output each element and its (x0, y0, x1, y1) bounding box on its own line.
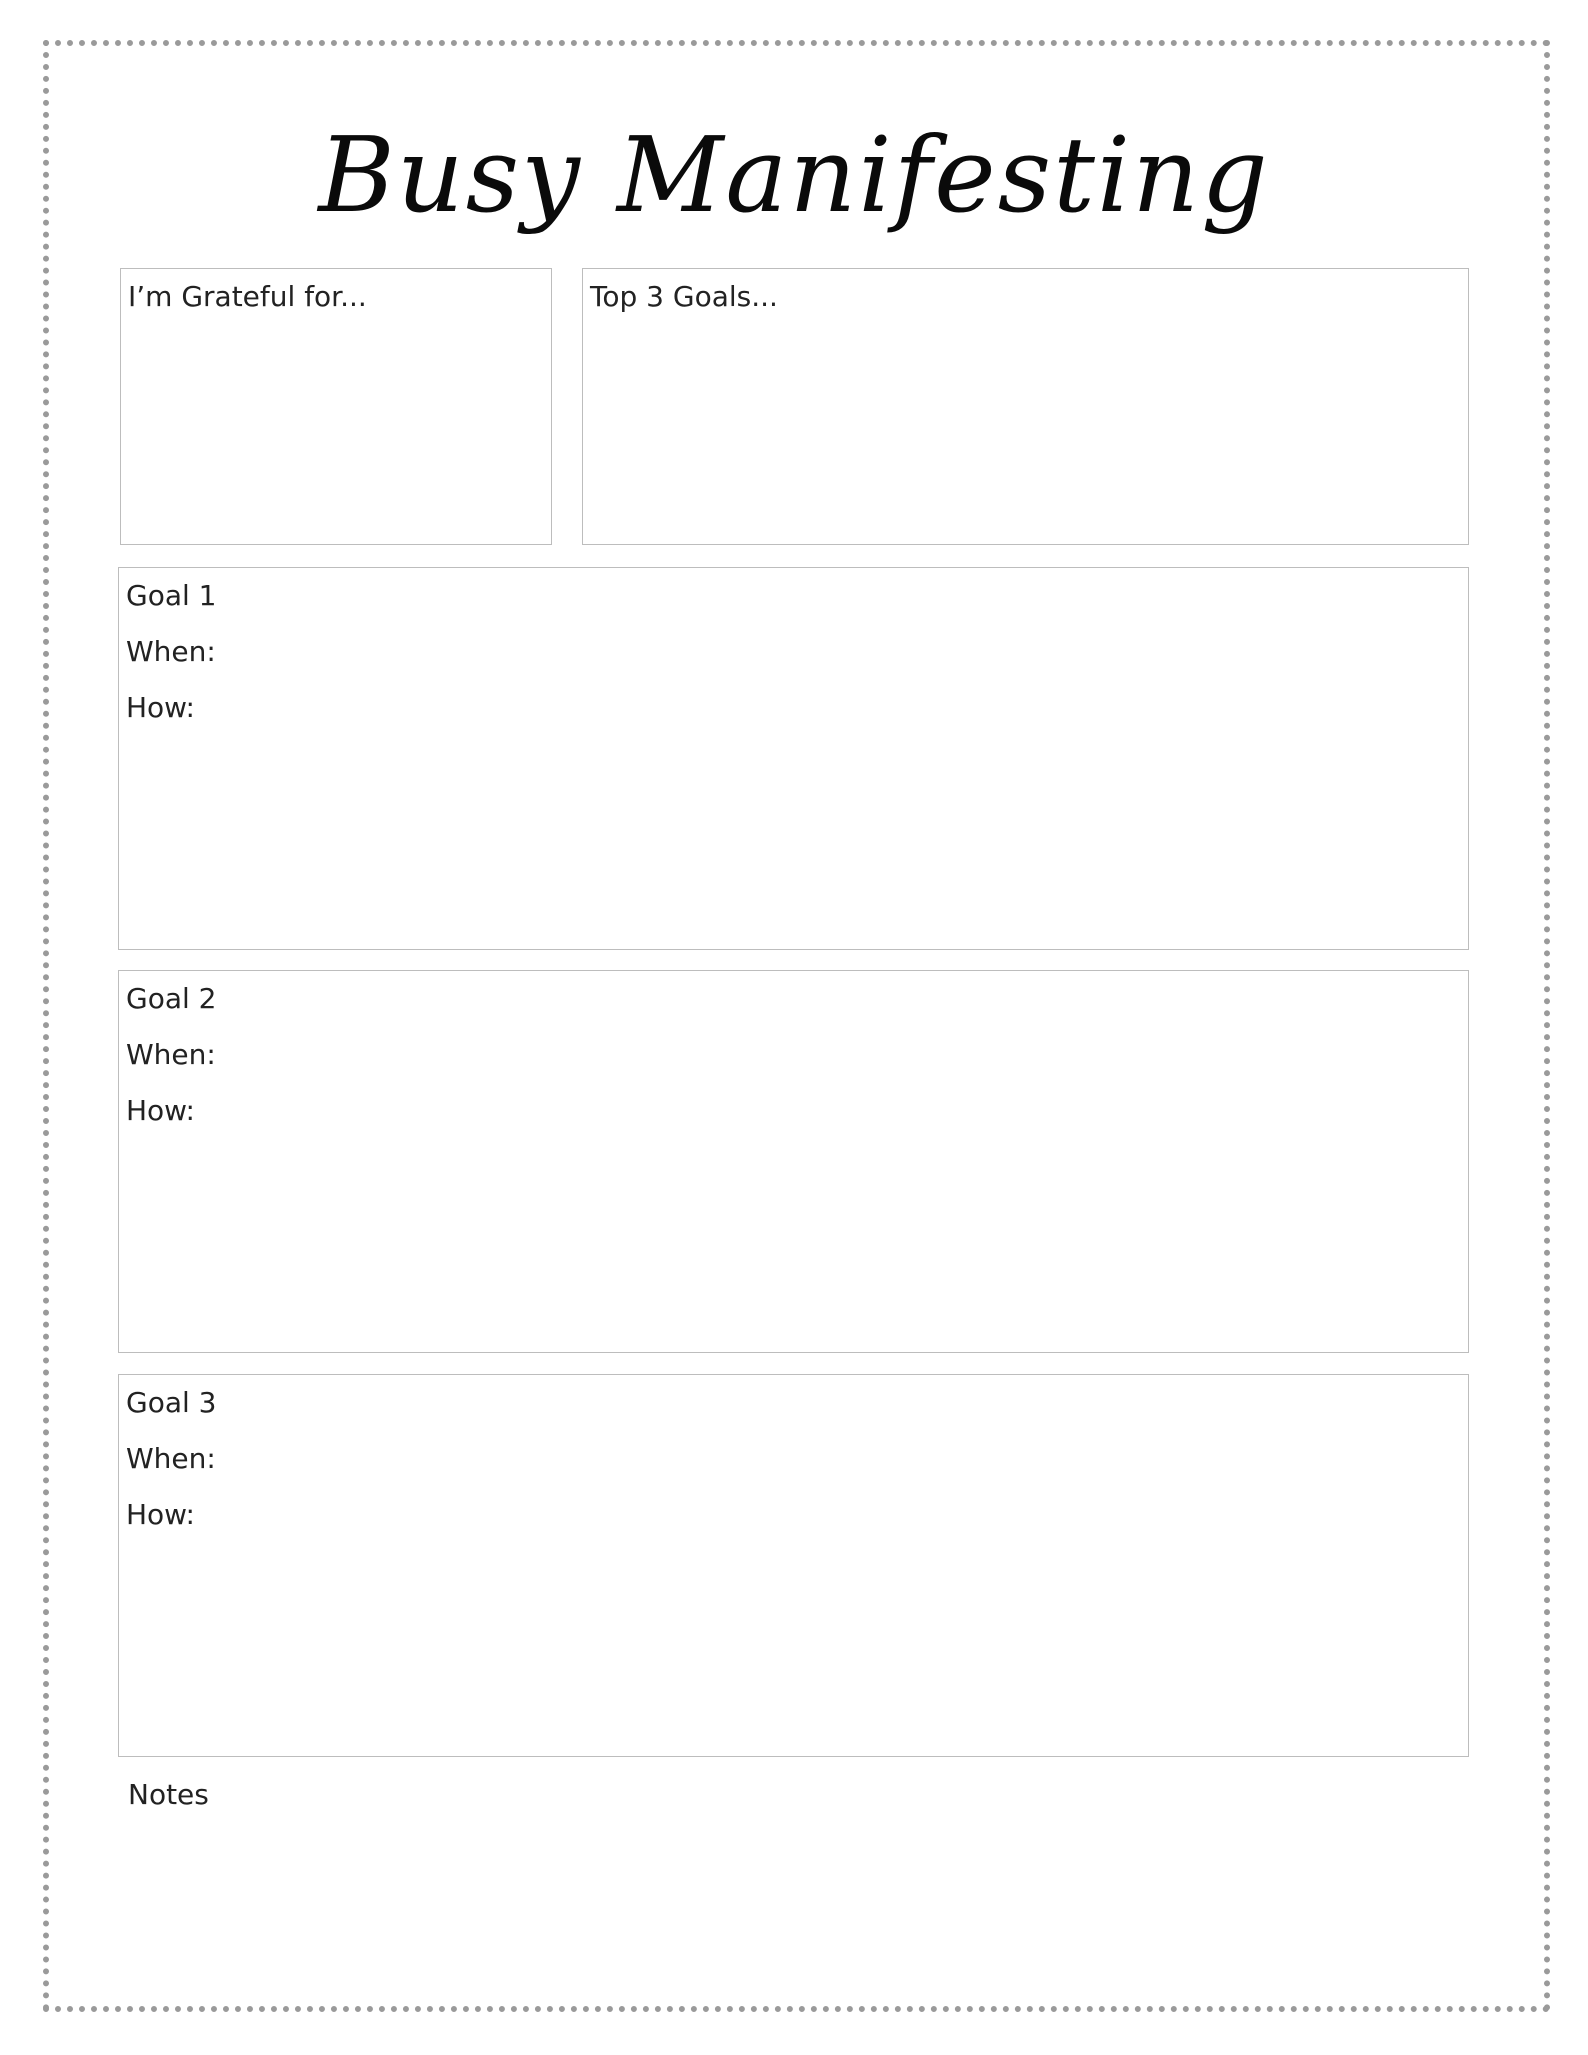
grateful-label: I’m Grateful for... (128, 280, 367, 313)
goal-3-how-label: How: (126, 1498, 195, 1531)
grateful-box[interactable] (120, 268, 552, 545)
page-title: Busy Manifesting (318, 114, 1270, 236)
goal-3-when-label: When: (126, 1442, 216, 1475)
goal-1-box[interactable] (118, 567, 1469, 950)
goal-1-how-label: How: (126, 691, 195, 724)
goal-3-label: Goal 3 (126, 1386, 217, 1419)
goal-1-label: Goal 1 (126, 579, 217, 612)
goal-2-how-label: How: (126, 1094, 195, 1127)
notes-label: Notes (128, 1778, 209, 1811)
goal-2-label: Goal 2 (126, 982, 217, 1015)
goal-2-box[interactable] (118, 970, 1469, 1353)
goal-1-when-label: When: (126, 635, 216, 668)
top-goals-label: Top 3 Goals... (590, 280, 778, 313)
goal-3-box[interactable] (118, 1374, 1469, 1757)
top-goals-box[interactable] (582, 268, 1469, 545)
goal-2-when-label: When: (126, 1038, 216, 1071)
